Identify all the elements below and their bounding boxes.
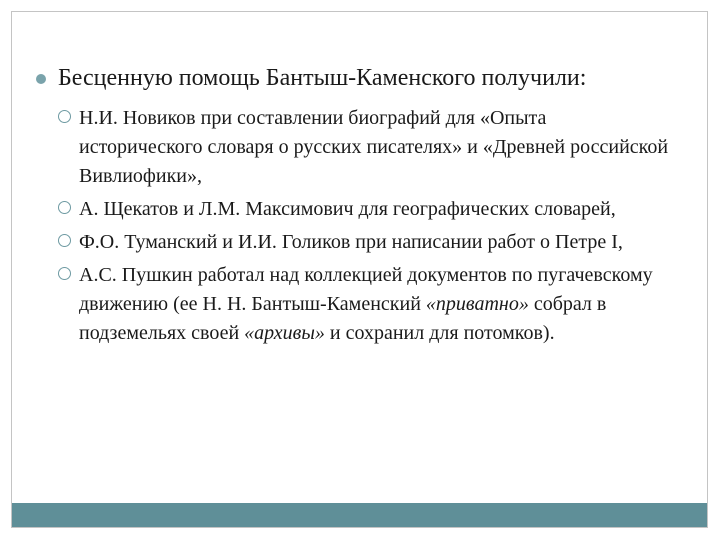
hollow-circle-bullet-icon (58, 234, 71, 247)
filled-circle-bullet-icon (36, 74, 46, 84)
italic-quote: «архивы» (244, 322, 325, 344)
hollow-circle-bullet-icon (58, 267, 71, 280)
sub-bullet-list (58, 104, 688, 352)
main-bullet-point (36, 63, 696, 93)
main-bullet-text: Бесценную помощь Бантыш-Каменского получили: (58, 65, 587, 91)
footer-accent-bar (12, 503, 707, 527)
sub-bullet-text: Н.И. Новиков при составлении биографий для «Опыта исторического словаря о русских писателях» и «Древней российской Вивлиофики», (79, 107, 669, 187)
text-segment: и сохранил для потомков). (324, 322, 555, 344)
hollow-circle-bullet-icon (58, 201, 71, 214)
list-item (58, 228, 688, 257)
sub-bullet-text: А. Щекатов и Л.М. Максимович для географических словарей, (79, 198, 616, 220)
text-segment: собрал в подземельях своей (79, 293, 607, 344)
list-item (58, 104, 688, 191)
hollow-circle-bullet-icon (58, 110, 71, 123)
italic-quote: «приватно» (425, 293, 529, 315)
list-item (58, 261, 688, 348)
sub-bullet-text (79, 261, 669, 348)
text-segment: А.С. Пушкин работал над коллекцией документов по пугачевскому движению (ее Н. Н. Бантыш-Каменский (79, 264, 653, 315)
sub-bullet-text: Ф.О. Туманский и И.И. Голиков при написании работ о Петре I, (79, 231, 623, 253)
list-item (58, 195, 688, 224)
